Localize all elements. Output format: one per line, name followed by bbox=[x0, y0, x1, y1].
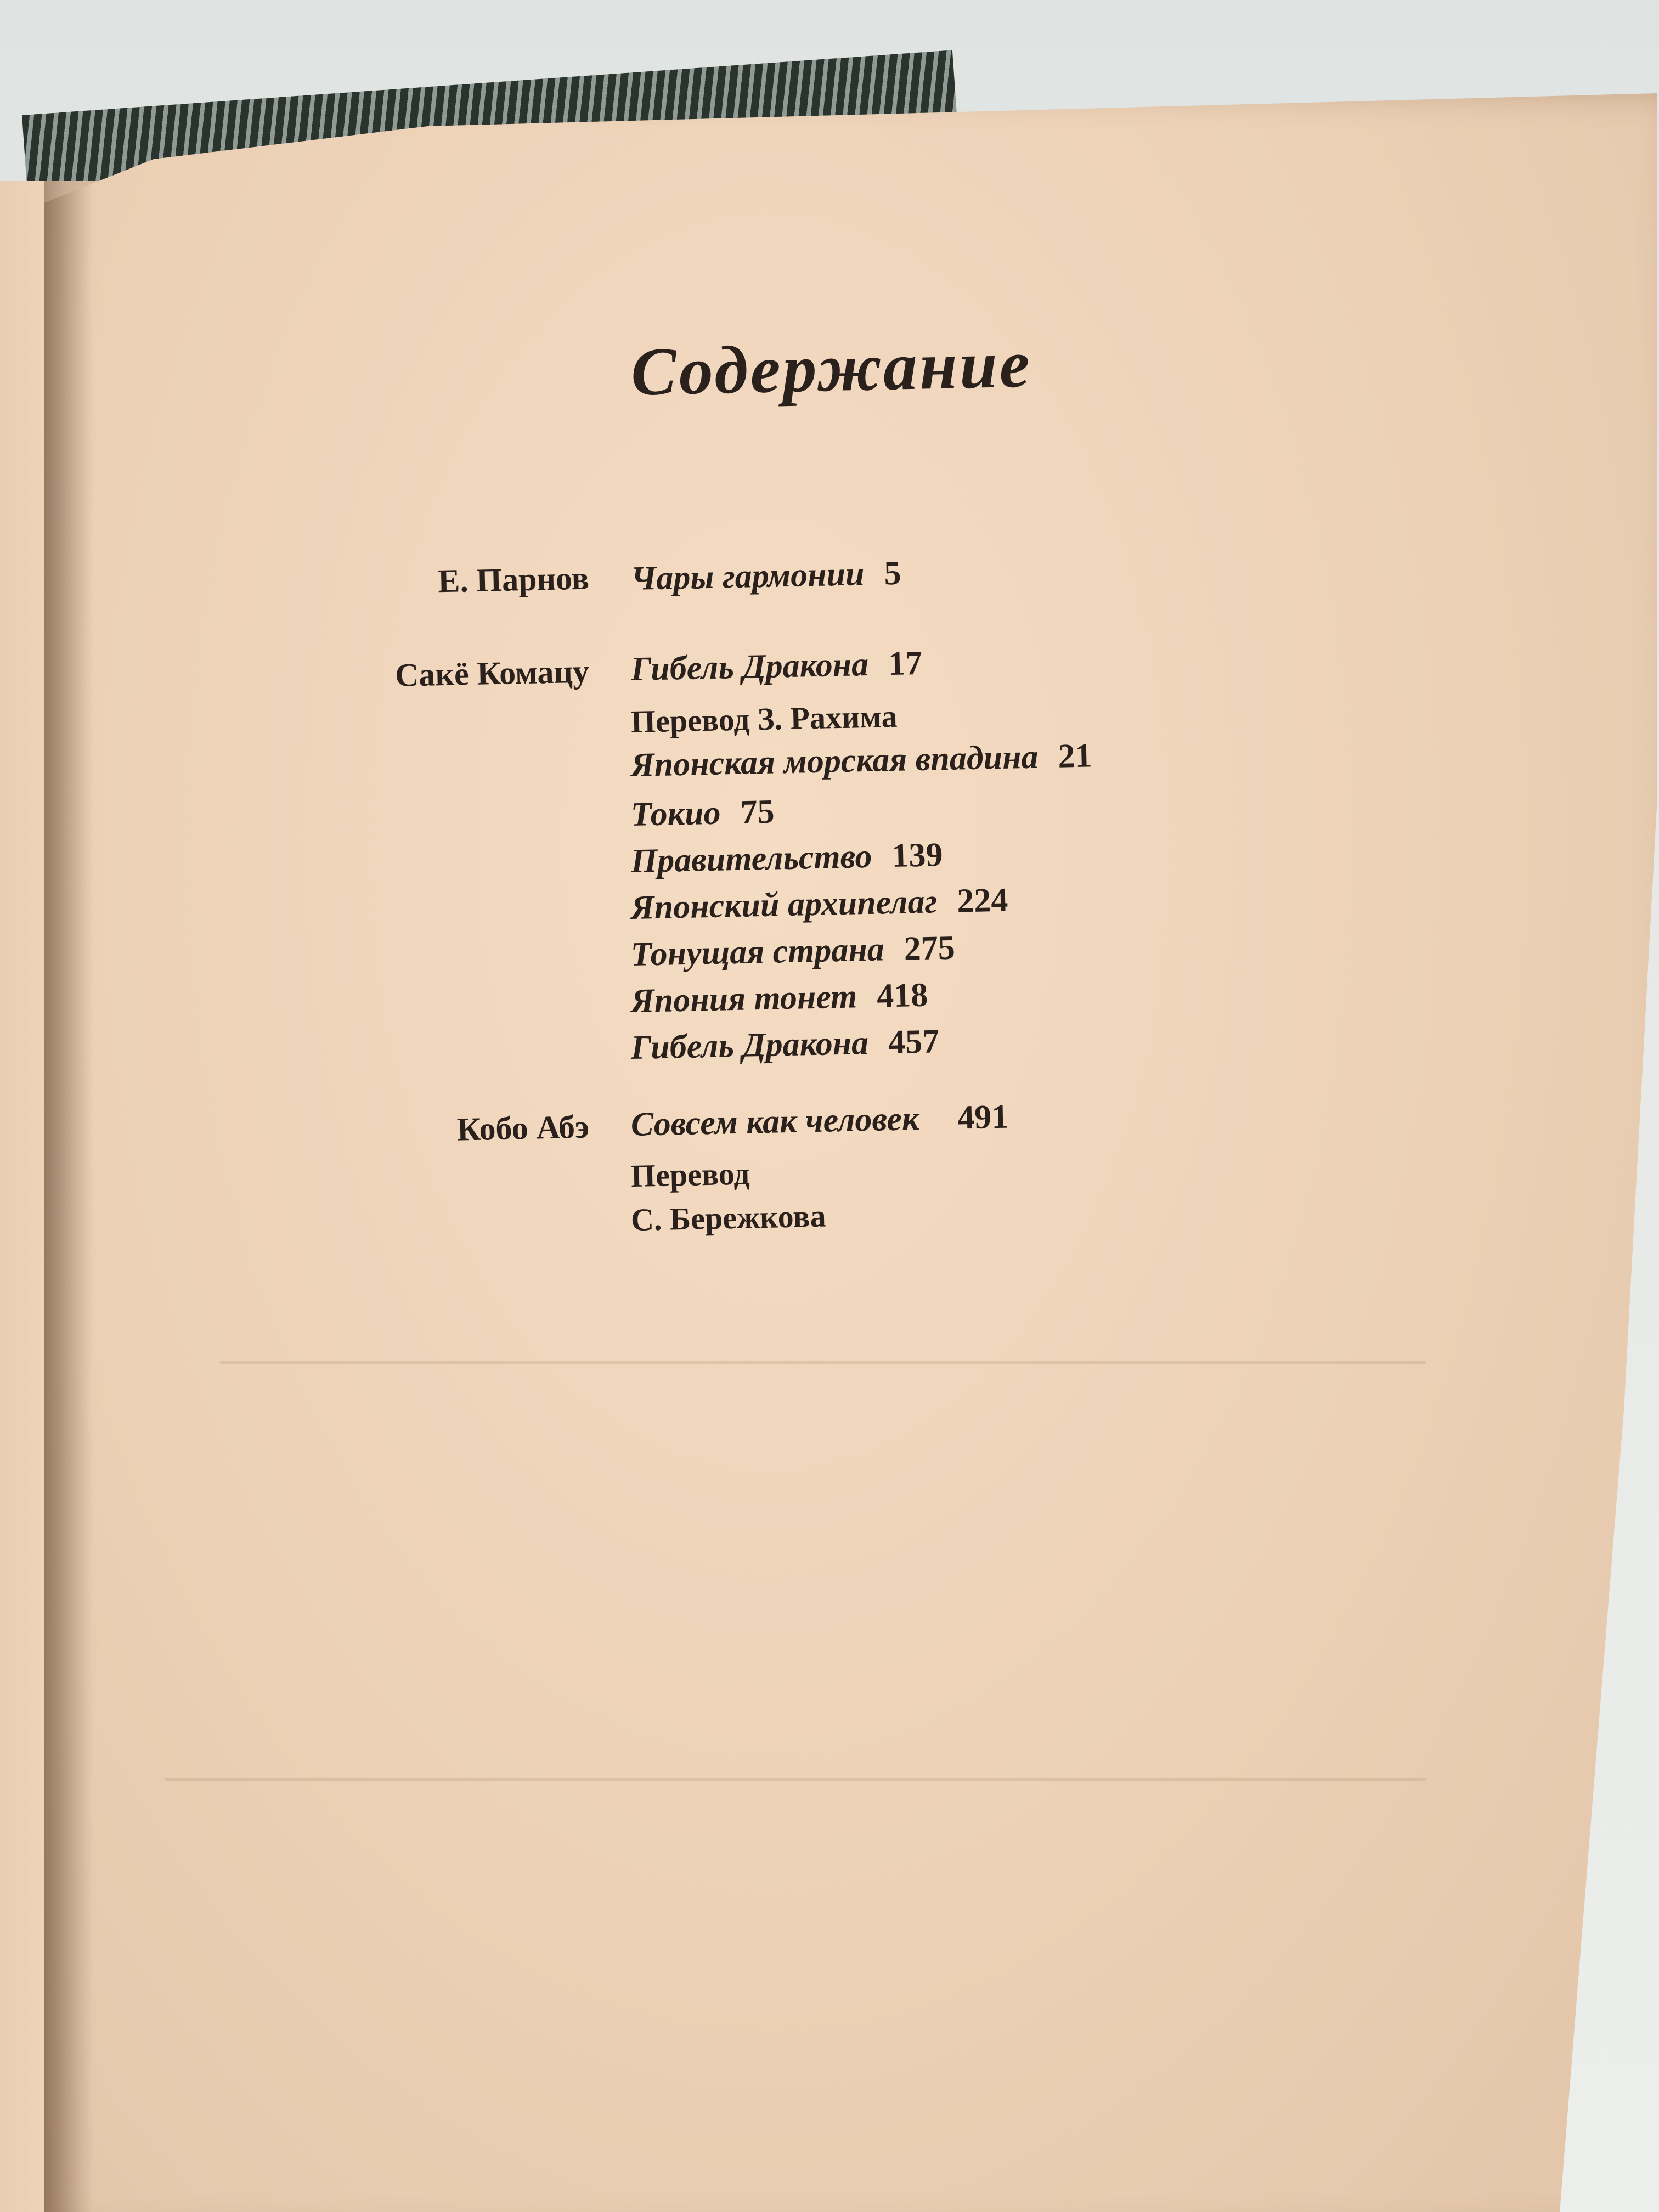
entry-page-number: 418 bbox=[876, 976, 928, 1015]
translator-credit: Перевод bbox=[630, 1155, 751, 1194]
entry-title: Токио bbox=[630, 794, 721, 833]
entry-page-number: 275 bbox=[903, 929, 956, 968]
entry-page-number: 17 bbox=[888, 644, 923, 683]
entry-page-number: 5 bbox=[883, 554, 902, 592]
toc-entry bbox=[630, 793, 775, 834]
translator-credit: Перевод З. Рахима bbox=[630, 698, 898, 740]
toc-entry bbox=[630, 976, 928, 1021]
entry-title: Гибель Дракона bbox=[630, 1024, 869, 1066]
entry-title: Японский архипелаг bbox=[630, 883, 938, 927]
toc-entry bbox=[630, 881, 1008, 928]
translator-credit: С. Бережкова bbox=[630, 1198, 827, 1238]
toc-entry bbox=[630, 1098, 1009, 1144]
entry-title: Совсем как человек bbox=[630, 1100, 919, 1143]
entry-page-number: 491 bbox=[957, 1098, 1009, 1137]
page-title: Содержание bbox=[630, 326, 1033, 410]
author-name: Сакё Комацу bbox=[394, 653, 590, 693]
entry-title: Японская морская впадина bbox=[630, 738, 1039, 784]
toc-entry bbox=[630, 929, 955, 974]
entry-title: Правительство bbox=[630, 837, 873, 880]
author-name: Е. Парнов bbox=[437, 560, 590, 600]
entry-page-number: 21 bbox=[1057, 737, 1093, 775]
entry-title: Гибель Дракона bbox=[630, 645, 869, 688]
toc-entry bbox=[630, 644, 923, 689]
entry-title: Япония тонет bbox=[630, 978, 857, 1020]
entry-page-number: 75 bbox=[740, 793, 775, 831]
toc-entry bbox=[630, 554, 901, 599]
author-name: Кобо Абэ bbox=[456, 1108, 590, 1148]
entry-page-number: 457 bbox=[888, 1023, 940, 1062]
entry-page-number: 139 bbox=[891, 836, 944, 875]
entry-title: Чары гармонии bbox=[630, 555, 865, 597]
toc-entry bbox=[630, 736, 1092, 785]
entry-title: Тонущая страна bbox=[630, 930, 885, 973]
entry-page-number: 224 bbox=[956, 881, 1008, 920]
toc-entry bbox=[630, 1022, 940, 1068]
toc-entry bbox=[630, 836, 943, 881]
